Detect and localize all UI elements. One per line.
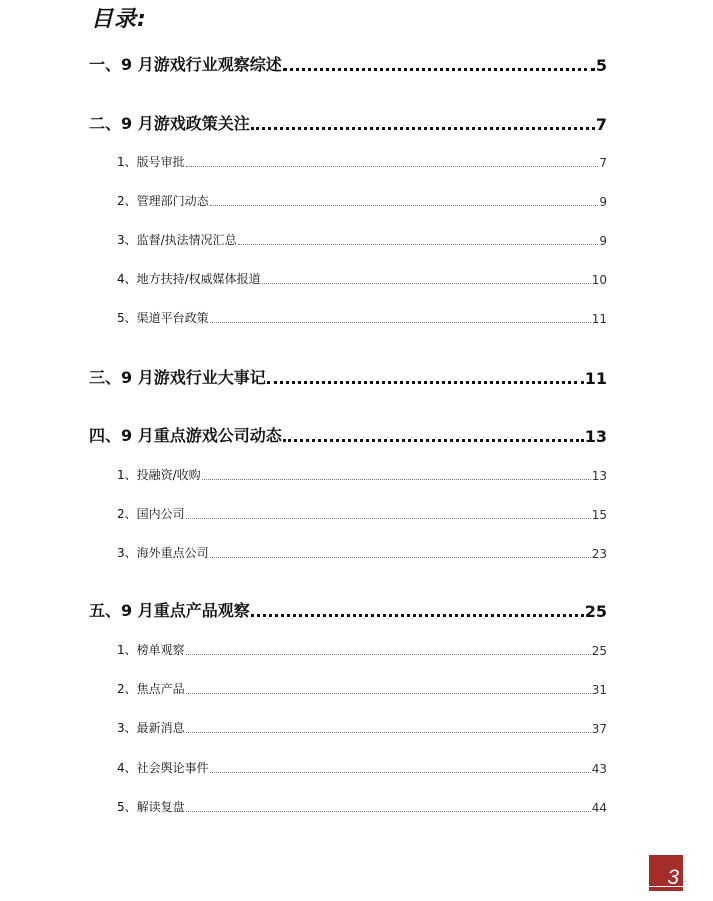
toc-page-number: 9 bbox=[599, 234, 607, 248]
dot-leader bbox=[283, 439, 584, 442]
toc-page-number: 15 bbox=[591, 508, 607, 522]
toc-item[interactable] bbox=[117, 642, 607, 658]
toc-page-number: 5 bbox=[595, 56, 607, 75]
toc-page-number: 37 bbox=[591, 722, 607, 736]
dot-leader bbox=[210, 772, 591, 773]
toc-item[interactable] bbox=[117, 720, 607, 736]
toc-item-label: 1、版号审批 bbox=[117, 155, 185, 169]
toc-item-label: 2、焦点产品 bbox=[117, 682, 185, 696]
toc-page-number: 13 bbox=[591, 469, 607, 483]
toc-page-number: 11 bbox=[591, 312, 607, 326]
toc-page-number: 43 bbox=[591, 762, 607, 776]
toc-item[interactable] bbox=[117, 271, 607, 287]
toc-item-label: 3、最新消息 bbox=[117, 721, 185, 735]
dot-leader bbox=[283, 68, 595, 71]
toc-section-label: 二、9 月游戏政策关注 bbox=[89, 114, 250, 133]
toc-section-label: 一、9 月游戏行业观察综述 bbox=[89, 55, 282, 74]
toc-page-number: 25 bbox=[584, 602, 607, 621]
toc-item[interactable] bbox=[117, 310, 607, 326]
dot-leader bbox=[202, 479, 591, 480]
toc-page-number: 31 bbox=[591, 683, 607, 697]
toc-item[interactable] bbox=[117, 681, 607, 697]
toc-item[interactable] bbox=[117, 799, 607, 815]
toc-page-number: 7 bbox=[599, 156, 607, 170]
dot-leader bbox=[186, 732, 591, 733]
page-number: 3 bbox=[667, 866, 679, 889]
toc-section-label: 五、9 月重点产品观察 bbox=[89, 601, 250, 620]
toc-section-label: 四、9 月重点游戏公司动态 bbox=[89, 426, 282, 445]
toc-page-number: 23 bbox=[591, 547, 607, 561]
dot-leader bbox=[210, 322, 591, 323]
dot-leader bbox=[210, 205, 599, 206]
dot-leader bbox=[251, 614, 584, 617]
toc-page-number: 10 bbox=[591, 273, 607, 287]
dot-leader bbox=[186, 166, 599, 167]
toc-title: 目录: bbox=[91, 7, 147, 32]
toc-page-number: 13 bbox=[584, 427, 607, 446]
toc-item-label: 1、榜单观察 bbox=[117, 643, 185, 657]
toc-item[interactable] bbox=[117, 545, 607, 561]
toc-item[interactable] bbox=[117, 154, 607, 170]
toc-item[interactable] bbox=[117, 193, 607, 209]
toc-page-number: 9 bbox=[599, 195, 607, 209]
toc-page-number: 25 bbox=[591, 644, 607, 658]
dot-leader bbox=[186, 654, 591, 655]
toc-item-label: 3、海外重点公司 bbox=[117, 546, 209, 560]
toc-section-4[interactable] bbox=[89, 424, 607, 446]
dot-leader bbox=[267, 381, 584, 384]
toc-item-label: 1、投融资/收购 bbox=[117, 468, 201, 482]
toc-section-label: 三、9 月游戏行业大事记 bbox=[89, 368, 266, 387]
toc-item-label: 5、渠道平台政策 bbox=[117, 311, 209, 325]
dot-leader bbox=[186, 518, 591, 519]
toc-item[interactable] bbox=[117, 506, 607, 522]
toc-page-number: 11 bbox=[584, 369, 607, 388]
dot-leader bbox=[186, 811, 591, 812]
toc-item-label: 5、解读复盘 bbox=[117, 800, 185, 814]
toc-section-1[interactable] bbox=[89, 53, 607, 75]
toc-item[interactable] bbox=[117, 760, 607, 776]
dot-leader bbox=[238, 244, 599, 245]
toc-item-label: 2、管理部门动态 bbox=[117, 194, 209, 208]
toc-item-label: 4、地方扶持/权威媒体报道 bbox=[117, 272, 261, 286]
dot-leader bbox=[251, 127, 595, 130]
toc-item-label: 2、国内公司 bbox=[117, 507, 185, 521]
toc-item-label: 4、社会舆论事件 bbox=[117, 761, 209, 775]
toc-page-number: 7 bbox=[595, 115, 607, 134]
toc-item-label: 3、监督/执法情况汇总 bbox=[117, 233, 237, 247]
toc-section-3[interactable] bbox=[89, 366, 607, 388]
dot-leader bbox=[186, 693, 591, 694]
toc-page-number: 44 bbox=[591, 801, 607, 815]
toc-section-5[interactable] bbox=[89, 599, 607, 621]
dot-leader bbox=[262, 283, 591, 284]
toc-item[interactable] bbox=[117, 232, 607, 248]
toc-section-2[interactable] bbox=[89, 112, 607, 134]
dot-leader bbox=[210, 557, 591, 558]
page-number-badge bbox=[649, 855, 683, 891]
toc-item[interactable] bbox=[117, 467, 607, 483]
